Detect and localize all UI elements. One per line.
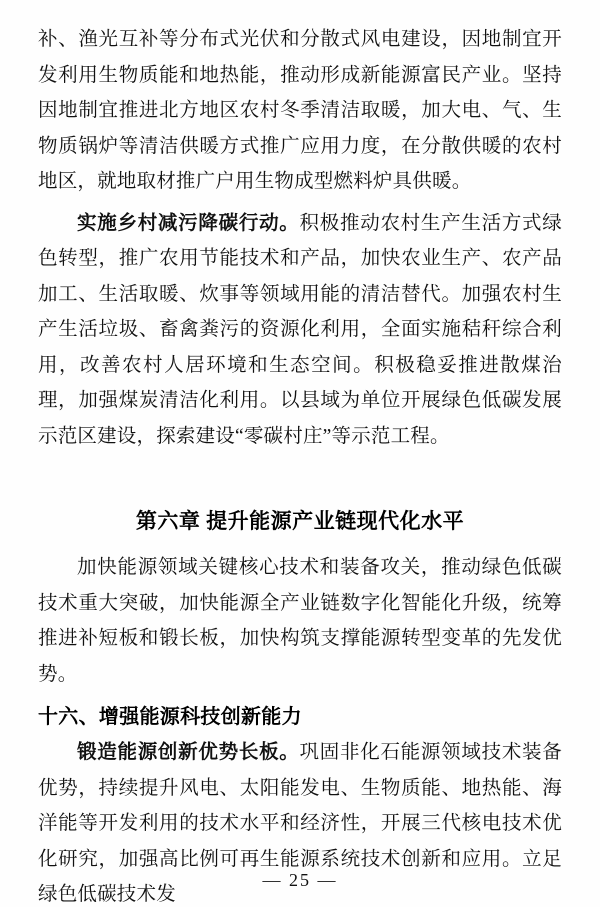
paragraph-rural-pollution-reduction: [38, 206, 562, 455]
paragraph-lead-phrase: 实施乡村减污降碳行动。: [77, 212, 300, 234]
paragraph-body-text: 积极推动农村生产生活方式绿色转型，推广农用节能技术和产品，加快农业生产、农产品加工、生活取暖、炊事等领域用能的清洁替代。加强农村生产生活垃圾、畜禽粪污的资源化利用，全面实施秸秆综合利用，改善农村人居环境和生态空间。积极稳妥推进散煤治理，加强煤炭清洁化利用。以县域为单位开展绿色低碳发展示范区建设，探索建设“零碳村庄”等示范工程。: [38, 212, 562, 447]
chapter-spacer-bottom: [38, 538, 562, 550]
section-lead-phrase: 锻造能源创新优势长板。: [77, 742, 300, 763]
section-spacer: [38, 692, 562, 699]
chapter-intro-paragraph: 加快能源领域关键核心技术和装备攻关，推动绿色低碳技术重大突破，加快能源全产业链数字化智能化升级，统筹推进补短板和锻长板，加快构筑支撑能源转型变革的先发优势。: [38, 557, 562, 685]
section-heading-sixteen: 十六、增强能源科技创新能力: [38, 706, 302, 728]
chapter-title: 第六章 提升能源产业链现代化水平: [135, 509, 465, 533]
paragraph-continuation: 补、渔光互补等分布式光伏和分散式风电建设，因地制宜开发利用生物质能和地热能，推动形成新能源富民产业。坚持因地制宜推进北方地区农村冬季清洁取暖，加大电、气、生物质锅炉等清洁供暖方式推广应用力度，在分散供暖的农村地区，就地取材推广户用生物成型燃料炉具供暖。: [38, 29, 562, 192]
page-number: — 25 —: [262, 870, 338, 890]
section-body-text: 巩固非化石能源领域技术装备优势，持续提升风电、太阳能发电、生物质能、地热能、海洋能等开发利用的技术水平和经济性，开展三代核电技术优化研究，加强高比例可再生能源系统技术创新和应用。立足绿色低碳技术发: [38, 742, 562, 905]
chapter-spacer-top: [38, 454, 562, 504]
